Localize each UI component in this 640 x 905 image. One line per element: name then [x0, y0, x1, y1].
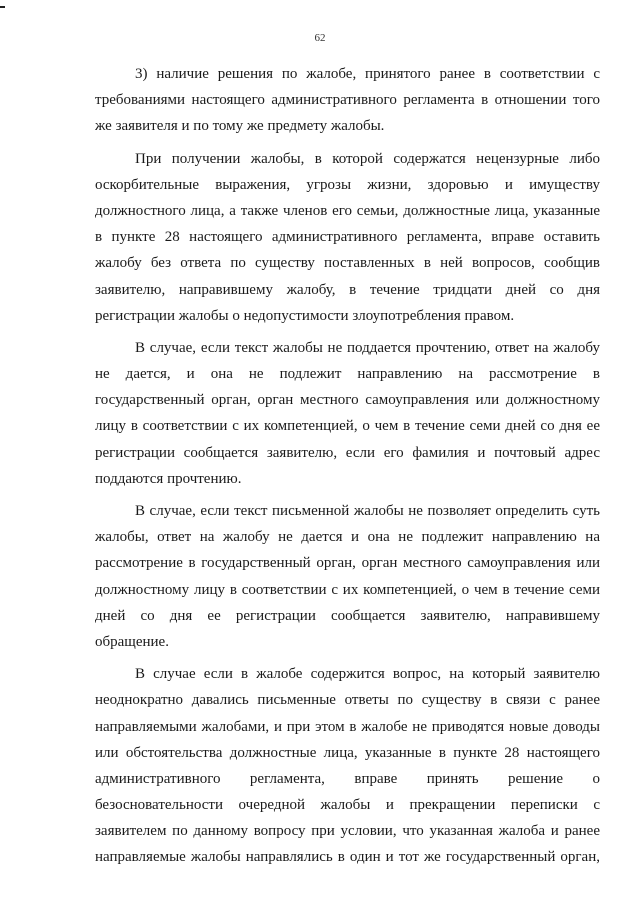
paragraph-line: требованиями настоящего административного регламента в отношении того — [95, 92, 600, 109]
paragraph-2 — [95, 146, 600, 329]
paragraph-line: поддаются прочтению. — [95, 470, 242, 487]
paragraph-line: При получении жалобы, в которой содержатся нецензурные либо — [135, 150, 600, 167]
paragraph-line: должностного лица, а также членов его семьи, должностные лица, указанные — [95, 202, 600, 219]
paragraph-line: В случае, если текст письменной жалобы не позволяет определить суть — [135, 503, 600, 519]
document-body — [95, 61, 600, 871]
paragraph-line: регистрации жалобы о недопустимости злоупотребления правом. — [95, 307, 515, 324]
paragraph-line: направляемыми жалобами, и при этом в жалобе не приводятся новые доводы — [95, 718, 600, 735]
scan-edge-mark — [0, 6, 5, 8]
paragraph-line: оскорбительные выражения, угрозы жизни, здоровью и имуществу — [95, 176, 600, 193]
paragraph-line: в пункте 28 настоящего административного регламента, вправе оставить — [95, 229, 600, 246]
paragraph-line: направляемые жалобы направлялись в один и тот же государственный орган, — [95, 849, 600, 866]
paragraph-line: жалобу без ответа по существу поставленных в ней вопросов, сообщив — [95, 255, 600, 272]
paragraph-line: же заявителя и по тому же предмету жалобы. — [95, 118, 385, 135]
paragraph-line: 3) наличие решения по жалобе, принятого ранее в соответствии с — [135, 66, 600, 82]
paragraph-5 — [95, 661, 600, 871]
paragraph-line: рассмотрение в государственный орган, орган местного самоуправления или — [95, 555, 600, 572]
paragraph-line: жалобы, ответ на жалобу не дается и она не подлежит направлению на — [95, 529, 600, 546]
paragraph-line: неоднократно давались письменные ответы по существу в связи с ранее — [95, 692, 600, 709]
paragraph-line: В случае, если текст жалобы не поддается прочтению, ответ на жалобу — [135, 339, 600, 356]
paragraph-line: регистрации сообщается заявителю, если его фамилия и почтовый адрес — [95, 444, 600, 461]
paragraph-line: или обстоятельства должностные лица, указанные в пункте 28 настоящего — [95, 744, 600, 761]
paragraph-4 — [95, 498, 600, 655]
page-number: 62 — [314, 32, 326, 44]
paragraph-line: административного регламента, вправе принять решение о — [95, 770, 600, 787]
paragraph-line: В случае если в жалобе содержится вопрос, на который заявителю — [135, 666, 600, 683]
paragraph-line: лицу в соответствии с их компетенцией, о чем в течение семи дней со дня ее — [95, 418, 600, 435]
paragraph-line: обращение. — [95, 633, 169, 650]
paragraph-line: заявителю, направившему жалобу, в течение тридцати дней со дня — [95, 281, 600, 298]
paragraph-line: безосновательности очередной жалобы и прекращении переписки с — [95, 797, 600, 814]
paragraph-line: дней со дня ее регистрации сообщается заявителю, направившему — [95, 607, 600, 624]
paragraph-1 — [95, 61, 600, 140]
paragraph-line: заявителем по данному вопросу при условии, что указанная жалоба и ранее — [95, 823, 600, 840]
paragraph-3 — [95, 335, 600, 492]
paragraph-line: государственный орган, орган местного самоуправления или должностному — [95, 392, 600, 409]
paragraph-line: должностному лицу в соответствии с их компетенцией, о чем в течение семи — [95, 581, 600, 598]
paragraph-line: не дается, и она не подлежит направлению на рассмотрение в — [95, 366, 600, 383]
